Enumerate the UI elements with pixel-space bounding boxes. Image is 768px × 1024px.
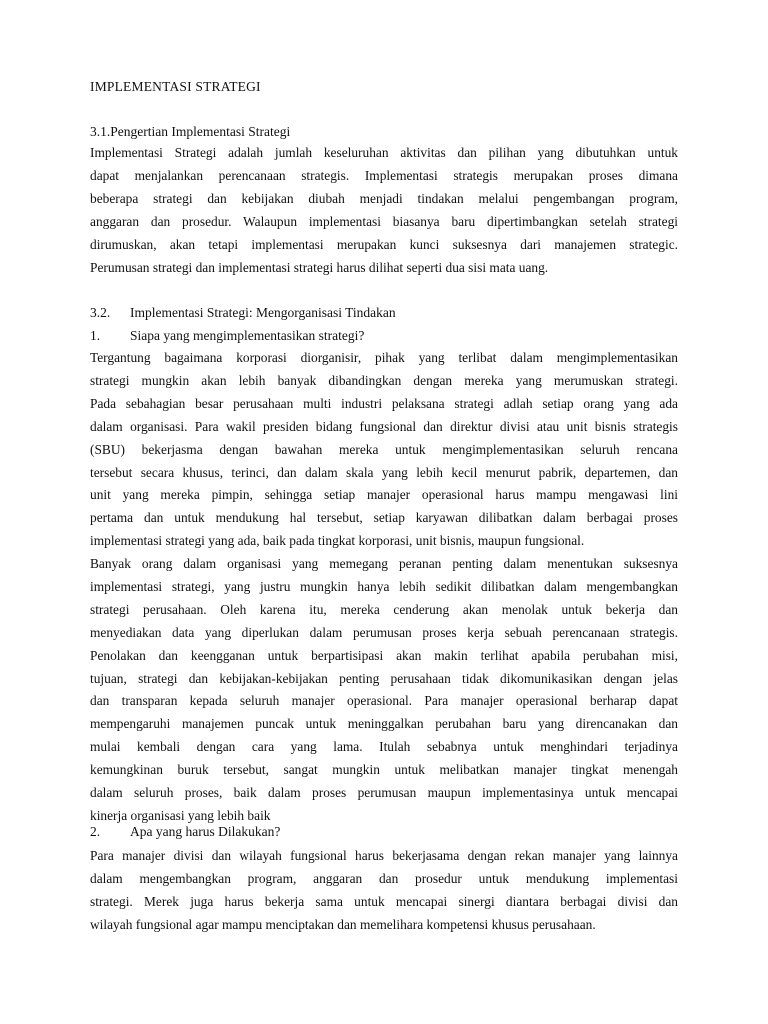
section-3-1-paragraph [90,142,678,279]
paragraph-line: Banyak orang dalam organisasi yang memegang peranan penting dalam menentukan suksesnya [90,556,678,571]
paragraph-line: Tergantung bagaimana korporasi diorganisir, pihak yang terlibat dalam mengimplementasikan [90,350,678,365]
paragraph-line: tujuan, strategi dan kebijakan-kebijakan penting perusahaan tidak dikomunikasikan dengan jelas [90,670,678,686]
question-2-number: 2. [90,824,101,839]
paragraph-line: implementasi strategi yang ada, baik pada tingkat korporasi, unit bisnis, maupun fungsional. [90,533,585,549]
paragraph-line: dalam mengembangkan program, anggaran dan prosedur untuk mendukung implementasi [90,870,678,886]
paragraph-line: mulai kembali dengan cara yang lama. Itulah sebabnya untuk menghindari terjadinya [90,739,678,755]
section-3-1-heading: 3.1.Pengertian Implementasi Strategi [90,124,291,139]
question-2-paragraph [90,845,678,937]
paragraph-line: beberapa strategi dan kebijakan diubah menjadi tindakan melalui pengembangan program, [90,190,678,206]
question-1-number: 1. [90,328,101,343]
paragraph-line: dalam seluruh proses, baik dalam proses perumusan maupun implementasinya untuk mencapai [90,785,678,801]
paragraph-line: (SBU) bekerjasma dengan bawahan mereka untuk mengimplementasikan seluruh rencana [90,441,678,457]
document-page [90,0,678,1024]
paragraph-line: mempengaruhi manajemen puncak untuk meninggalkan perubahan baru yang direncanakan dan [90,716,678,732]
paragraph-line: strategi perusahaan. Oleh karena itu, mereka cenderung akan menolak untuk bekerja dan [90,601,678,617]
question-1-heading [90,328,364,344]
paragraph-line: kinerja organisasi yang lebih baik [90,807,271,823]
question-1-paragraph-1 [90,347,678,553]
paragraph-line: Penolakan dan keengganan untuk berpartisipasi akan makin terlihat apabila perubahan misi, [90,647,678,663]
paragraph-line: kemungkinan buruk tersebut, sangat mungkin untuk melibatkan manajer tingkat menengah [90,762,678,778]
paragraph-line: implementasi strategi, yang justru mungkin hanya lebih sedikit dilibatkan dalam mengembangkan [90,578,678,594]
paragraph-line: menyediakan data yang diperlukan dalam perumusan proses kerja sebuah perencanaan strategis. [90,624,678,640]
paragraph-line: Implementasi Strategi adalah jumlah keseluruhan aktivitas dan pilihan yang dibutuhkan untuk [90,145,678,160]
paragraph-line: dalam organisasi. Para wakil presiden bidang fungsional dan direktur divisi atau unit bisnis strategis [90,418,678,434]
paragraph-line: strategi mungkin akan lebih banyak dibandingkan dengan mereka yang merumuskan strategi. [90,372,678,388]
paragraph-line: anggaran dan prosedur. Walaupun implementasi biasanya baru dipertimbangkan setelah strategi [90,213,678,229]
section-3-2-heading [90,305,396,321]
paragraph-line: Pada sebahagian besar perusahaan multi industri pelaksana strategi adlah setiap orang yang ada [90,395,678,411]
paragraph-line: Perumusan strategi dan implementasi strategi harus dilihat seperti dua sisi mata uang. [90,259,549,275]
paragraph-line: dan transparan kepada seluruh manajer operasional. Para manajer operasional berharap dapat [90,693,678,709]
question-2-text: Apa yang harus Dilakukan? [130,824,281,839]
question-2-heading [90,824,280,840]
paragraph-line: wilayah fungsional agar mampu menciptakan dan memelihara kompetensi khusus perusahaan. [90,916,596,932]
paragraph-line: tersebut secara khusus, terinci, dan dalam skala yang lebih kecil menurut pabrik, departemen, dan [90,464,678,480]
question-1-paragraph-2 [90,553,678,828]
paragraph-line: unit yang mereka pimpin, sehingga setiap manajer operasional harus mampu mengawasi lini [90,487,678,503]
paragraph-line: dapat menjalankan perencanaan strategis. Implementasi strategis merupakan proses dimana [90,167,678,183]
document-title: IMPLEMENTASI STRATEGI [90,79,261,94]
paragraph-line: strategi. Merek juga harus bekerja sama untuk mencapai sinergi diantara berbagai divisi dan [90,893,678,909]
paragraph-line: Para manajer divisi dan wilayah fungsional harus bekerjasama dengan rekan manajer yang lainnya [90,848,678,863]
section-3-2-number: 3.2. [90,305,111,320]
paragraph-line: pertama dan untuk mendukung hal tersebut, setiap karyawan dilibatkan dalam berbagai proses [90,510,678,526]
paragraph-line: dirumuskan, akan tetapi implementasi merupakan kunci suksesnya dari manajemen strategic. [90,236,678,252]
question-1-text: Siapa yang mengimplementasikan strategi? [130,328,365,343]
section-3-2-title: Implementasi Strategi: Mengorganisasi Tindakan [130,305,396,320]
